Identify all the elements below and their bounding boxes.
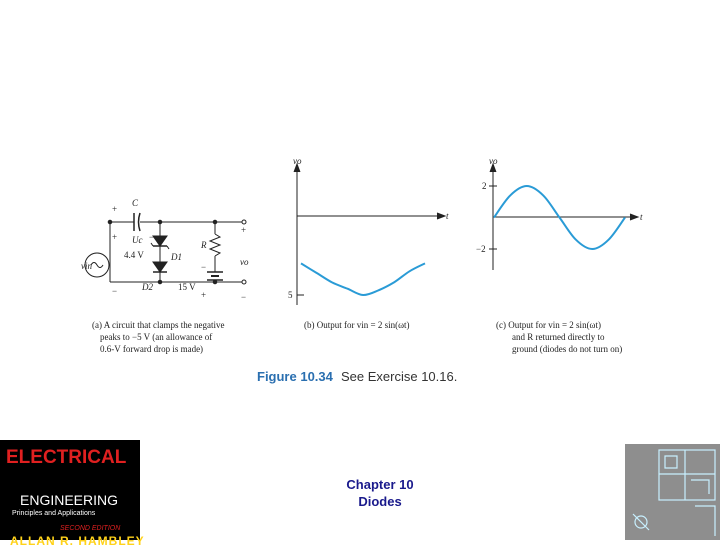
cap-minus: − [149,232,155,242]
plot-c-ytick-pos: 2 [482,181,487,191]
plot-c-axes [489,164,638,270]
book-cover [0,440,145,548]
vin-label: vin [81,261,92,271]
figure-caption-text: See Exercise 10.16. [341,369,458,384]
plot-c-ytick-neg: −2 [476,244,486,254]
plot-c-caption-line-1: (c) Output for vin = 2 sin(ωt) [496,320,601,330]
plot-c-xlabel: t [640,212,643,222]
plot-b-ytick: 5 [288,290,293,300]
book-edition: SECOND EDITION [60,525,121,532]
cap-label: C [132,198,139,208]
figure-number: Figure 10.34 [257,369,333,384]
diode1-label: D1 [171,252,182,262]
zener-voltage-label: 4.4 V [124,250,144,260]
resistor-label: R [201,240,207,250]
source-plus: + [112,204,118,214]
output-minus: − [241,292,247,302]
circuit-caption-line-2: peaks to −5 V (an allowance of [100,332,213,342]
book-subject: ENGINEERING [20,492,119,508]
corner-thumbnail [625,444,720,540]
source-minus: − [112,286,118,296]
plot-b-xlabel: t [446,211,449,221]
plot-b-axes [294,164,445,305]
plot-c-caption-line-2: and R returned directly to [512,332,605,342]
plot-b-curve [301,263,425,295]
cap-voltage-label: Uc [132,235,143,245]
battery-voltage-label: 15 V [178,282,196,292]
battery-minus: − [201,262,207,272]
output-plus: + [241,225,247,235]
diode2-label: D2 [142,282,153,292]
clamp-circuit [85,213,246,284]
circuit-caption-line-1: (a) A circuit that clamps the negative [92,320,225,330]
plot-c-caption-line-3: ground (diodes do not turn on) [512,344,623,354]
chapter-topic: Diodes [358,494,402,509]
chapter-number: Chapter 10 [346,477,414,492]
resistor-icon [210,234,220,256]
cap-plus: + [112,232,118,242]
circuit-thumbnail-icon [625,444,720,540]
chapter-block [320,476,440,510]
plot-b-caption: (b) Output for vin = 2 sin(ωt) [304,320,410,330]
plot-b-ylabel: vo [293,156,302,166]
book-title: ELECTRICAL [6,447,127,468]
book-subtitle: Principles and Applications [12,510,96,517]
circuit-caption-line-3: 0.6-V forward drop is made) [100,344,204,354]
vo-label: vo [240,257,249,267]
plot-c-ylabel: vo [489,156,498,166]
book-author: ALLAN R. HAMBLEY [10,534,145,548]
battery-plus: + [201,290,207,300]
